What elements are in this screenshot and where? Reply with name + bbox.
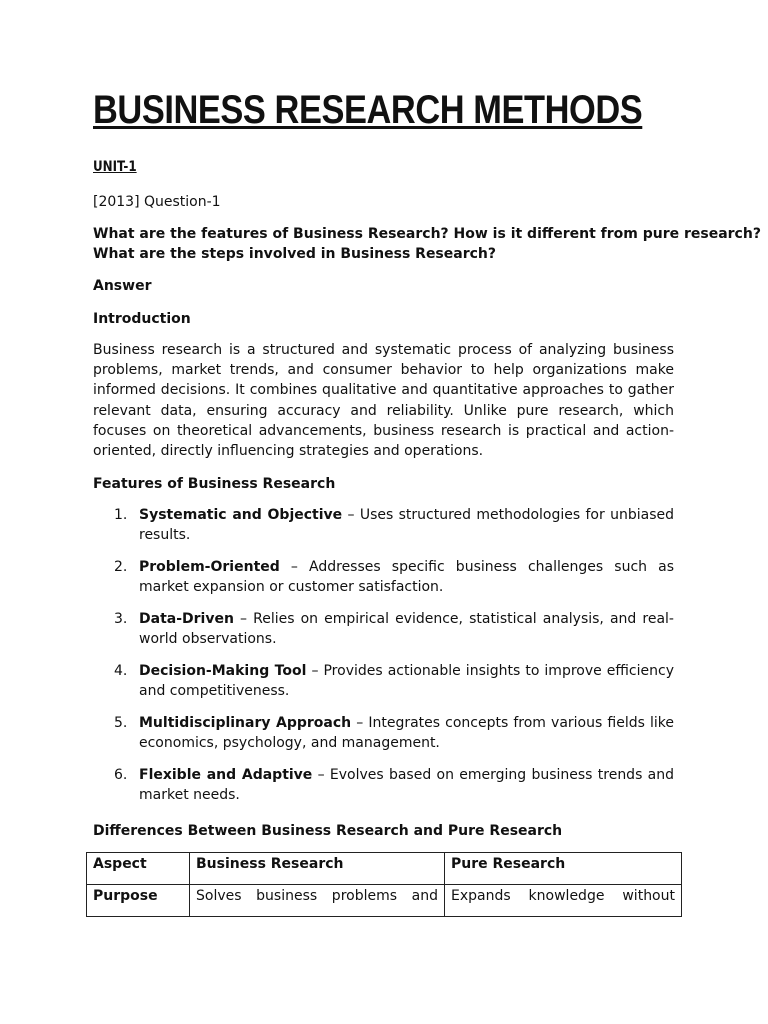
table-cell: Solves business problems and [190, 885, 445, 917]
feature-description: – Uses structured methodologies for unbiased results. [139, 507, 674, 543]
feature-number: 5. [114, 715, 128, 731]
introduction-heading: Introduction [93, 311, 191, 327]
table-header-cell: Aspect [87, 853, 190, 885]
table-header-cell: Pure Research [445, 853, 682, 885]
document-title: BUSINESS RESEARCH METHODS [93, 88, 643, 132]
features-list [93, 505, 674, 817]
feature-term: Data-Driven [139, 611, 234, 627]
feature-number: 4. [114, 663, 128, 679]
feature-term: Systematic and Objective [139, 507, 343, 523]
question-line-2: What are the steps involved in Business Research? [93, 246, 496, 262]
feature-term: Multidisciplinary Approach [139, 715, 352, 731]
feature-number: 3. [114, 611, 128, 627]
introduction-paragraph: Business research is a structured and systematic process of analyzing business problems, market trends, and consumer behavior to help organizations make informed decisions. It combines qualitative and quantitative approaches to gather relevant data, ensuring accuracy and reliability. Unlike pure research, which focuses on theoretical advancements, business research is practical and action-oriented, directly influencing strategies and operations. [93, 342, 674, 460]
feature-item [93, 557, 674, 597]
table-row [87, 885, 682, 917]
feature-number: 6. [114, 767, 128, 783]
table-cell: Expands knowledge without [445, 885, 682, 917]
question-reference: [2013] Question-1 [93, 194, 221, 210]
unit-label: UNIT-1 [93, 159, 137, 175]
feature-description: – Provides actionable insights to improve efficiency and competitiveness. [139, 663, 674, 699]
differences-heading: Differences Between Business Research and Pure Research [93, 823, 563, 839]
feature-item [93, 713, 674, 753]
answer-label: Answer [93, 278, 152, 294]
differences-table [86, 852, 682, 917]
feature-description: – Integrates concepts from various fields like economics, psychology, and management. [139, 715, 674, 751]
feature-term: Flexible and Adaptive [139, 767, 313, 783]
table-cell: Purpose [87, 885, 190, 917]
feature-term: Decision-Making Tool [139, 663, 307, 679]
feature-number: 2. [114, 559, 128, 575]
feature-item [93, 661, 674, 701]
feature-description: – Relies on empirical evidence, statistical analysis, and real-world observations. [139, 611, 674, 647]
table-header-cell: Business Research [190, 853, 445, 885]
feature-description: – Addresses specific business challenges such as market expansion or customer satisfaction. [139, 559, 674, 595]
features-heading: Features of Business Research [93, 476, 336, 492]
feature-item [93, 765, 674, 805]
feature-term: Problem-Oriented [139, 559, 280, 575]
feature-item [93, 505, 674, 545]
feature-number: 1. [114, 507, 128, 523]
feature-description: – Evolves based on emerging business trends and market needs. [139, 767, 674, 803]
question-line-1: What are the features of Business Research? How is it different from pure research? [93, 226, 761, 242]
feature-item [93, 609, 674, 649]
table-header-row [87, 853, 682, 885]
